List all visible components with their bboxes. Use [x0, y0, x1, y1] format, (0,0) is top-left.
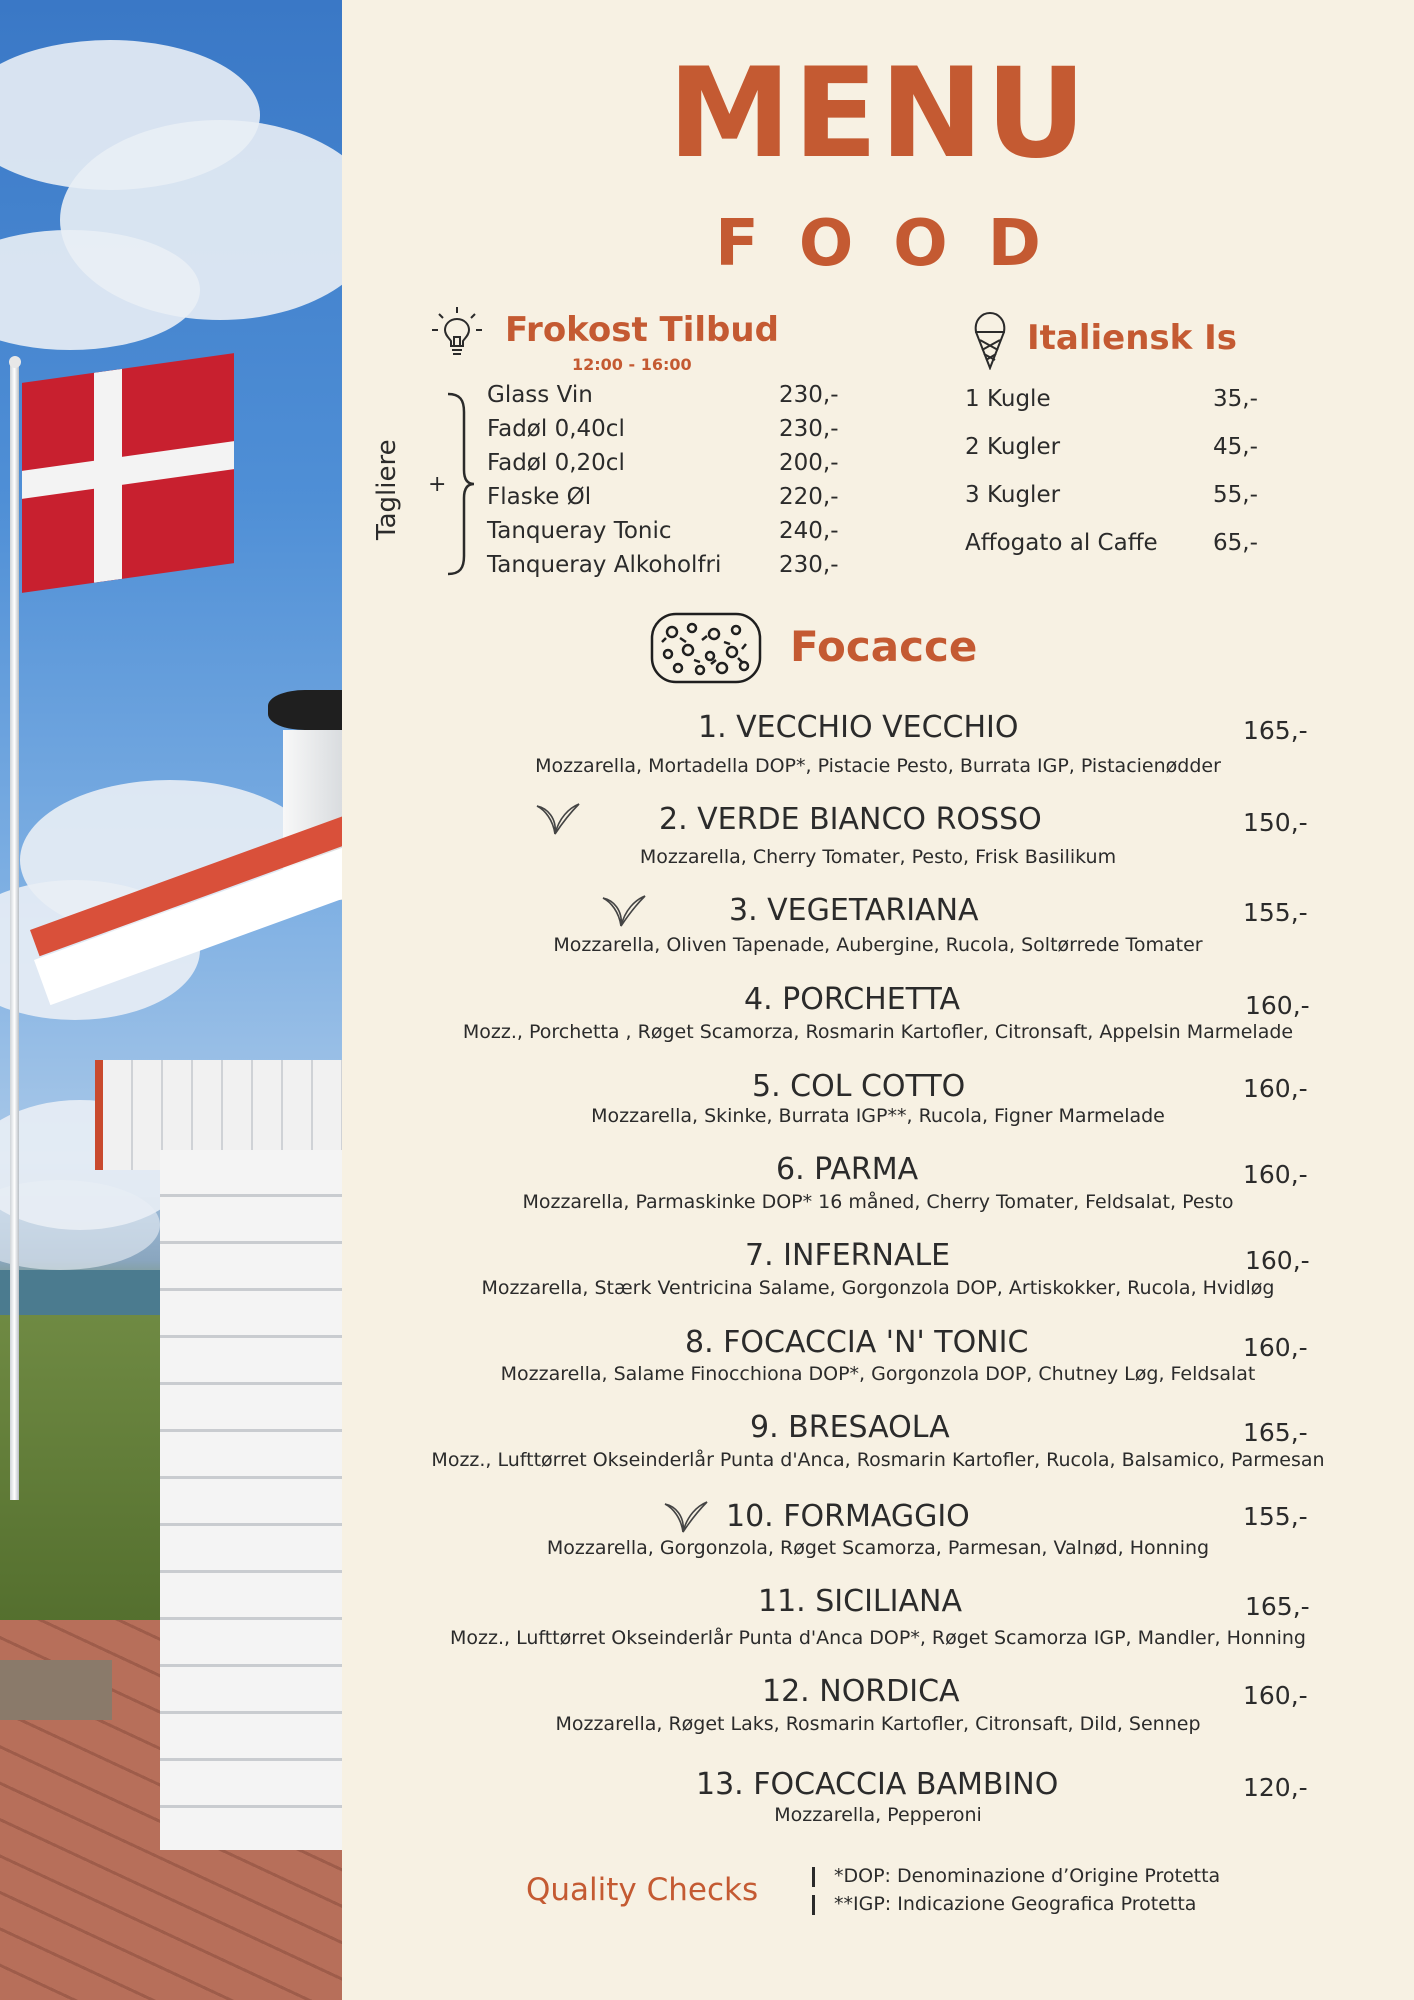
dish-name: 8. FOCACCIA 'N' TONIC [685, 1325, 1029, 1360]
leaf-icon [535, 800, 581, 842]
frokost-title: Frokost Tilbud [505, 310, 779, 350]
dish-description: Mozzarella, Pepperoni [774, 1804, 982, 1826]
dish-price: 155,- [1243, 898, 1308, 927]
list-item: 1 Kugle 35,- [965, 386, 1258, 412]
dish-name: 7. INFERNALE [745, 1238, 951, 1273]
dish-name: 1. VECCHIO VECCHIO [698, 710, 1019, 745]
quality-title: Quality Checks [526, 1872, 759, 1908]
dish-price: 160,- [1243, 1074, 1308, 1103]
dish-price: 165,- [1243, 716, 1308, 745]
danish-flag [22, 353, 234, 593]
dish-description: Mozz., Lufttørret Okseinderlår Punta d'Anca, Rosmarin Kartofler, Rucola, Balsamico, Parmesan [431, 1449, 1325, 1471]
dish-price: 160,- [1243, 1681, 1308, 1710]
dish-description: Mozzarella, Skinke, Burrata IGP**, Rucola, Figner Marmelade [591, 1105, 1165, 1127]
lightbulb-icon [430, 305, 484, 359]
dish-name: 3. VEGETARIANA [729, 893, 979, 928]
list-item: Fadøl 0,40cl 230,- [487, 416, 839, 442]
list-item: Fadøl 0,20cl 200,- [487, 450, 839, 476]
dish-name: 9. BRESAOLA [750, 1410, 950, 1445]
dish-price: 165,- [1245, 1592, 1310, 1621]
dish-price: 150,- [1243, 808, 1308, 837]
dish-price: 165,- [1243, 1418, 1308, 1447]
quality-line: *DOP: Denominazione d’Origine Protetta [834, 1865, 1221, 1887]
dish-name: 2. VERDE BIANCO ROSSO [659, 802, 1042, 837]
dish-price: 160,- [1245, 1246, 1310, 1275]
list-item: Flaske Øl 220,- [487, 484, 839, 510]
dish-price: 160,- [1243, 1333, 1308, 1362]
dish-name: 12. NORDICA [762, 1674, 960, 1709]
dish-name: 13. FOCACCIA BAMBINO [696, 1767, 1059, 1802]
ice-cream-icon [970, 310, 1010, 370]
tagliere-label: Tagliere [372, 439, 402, 540]
menu-subtitle: FOOD [715, 207, 1081, 281]
dish-description: Mozzarella, Cherry Tomater, Pesto, Frisk Basilikum [639, 846, 1117, 868]
dish-description: Mozzarella, Stærk Ventricina Salame, Gorgonzola DOP, Artiskokker, Rucola, Hvidløg [481, 1277, 1275, 1299]
list-item: Tanqueray Tonic 240,- [487, 518, 839, 544]
divider [812, 1895, 815, 1915]
dish-price: 120,- [1243, 1773, 1308, 1802]
dish-price: 160,- [1243, 1160, 1308, 1189]
list-item: Affogato al Caffe 65,- [965, 530, 1258, 556]
leaf-icon [601, 892, 647, 934]
list-item: 3 Kugler 55,- [965, 482, 1258, 508]
dish-description: Mozzarella, Parmaskinke DOP* 16 måned, Cherry Tomater, Feldsalat, Pesto [522, 1191, 1234, 1213]
dish-name: 5. COL COTTO [752, 1069, 966, 1104]
divider [812, 1867, 815, 1887]
dish-description: Mozzarella, Røget Laks, Rosmarin Kartofler, Citronsaft, Dild, Sennep [555, 1713, 1201, 1735]
dish-description: Mozzarella, Gorgonzola, Røget Scamorza, Parmesan, Valnød, Honning [546, 1537, 1210, 1559]
dish-name: 10. FORMAGGIO [726, 1499, 970, 1534]
frokost-hours: 12:00 - 16:00 [572, 355, 692, 374]
dish-name: 4. PORCHETTA [744, 982, 960, 1017]
dish-price: 155,- [1243, 1502, 1308, 1531]
list-item: 2 Kugler 45,- [965, 434, 1258, 460]
is-list [965, 386, 1265, 578]
focacce-title: Focacce [790, 622, 978, 671]
is-title: Italiensk Is [1027, 318, 1237, 358]
dish-price: 160,- [1245, 991, 1310, 1020]
dish-name: 11. SICILIANA [758, 1584, 962, 1619]
frokost-list [487, 382, 847, 586]
quality-line: **IGP: Indicazione Geografica Protetta [834, 1893, 1197, 1915]
curly-brace [446, 392, 476, 580]
dish-description: Mozz., Lufttørret Okseinderlår Punta d'Anca DOP*, Røget Scamorza IGP, Mandler, Honning [450, 1627, 1306, 1649]
menu-title: MENU [667, 42, 1089, 186]
dish-description: Mozzarella, Salame Finocchiona DOP*, Gorgonzola DOP, Chutney Løg, Feldsalat [500, 1363, 1256, 1385]
dish-description: Mozzarella, Mortadella DOP*, Pistacie Pesto, Burrata IGP, Pistacienødder [535, 755, 1221, 777]
leaf-icon [663, 1498, 709, 1540]
flag-photo [0, 0, 342, 2000]
list-item: Tanqueray Alkoholfri 230,- [487, 552, 839, 578]
focaccia-icon [648, 610, 764, 686]
plus-sign: + [428, 472, 447, 497]
dish-name: 6. PARMA [776, 1152, 919, 1187]
dish-description: Mozz., Porchetta , Røget Scamorza, Rosmarin Kartofler, Citronsaft, Appelsin Marmelade [462, 1021, 1294, 1043]
list-item: Glass Vin 230,- [487, 382, 839, 408]
dish-description: Mozzarella, Oliven Tapenade, Aubergine, Rucola, Soltørrede Tomater [553, 934, 1203, 956]
